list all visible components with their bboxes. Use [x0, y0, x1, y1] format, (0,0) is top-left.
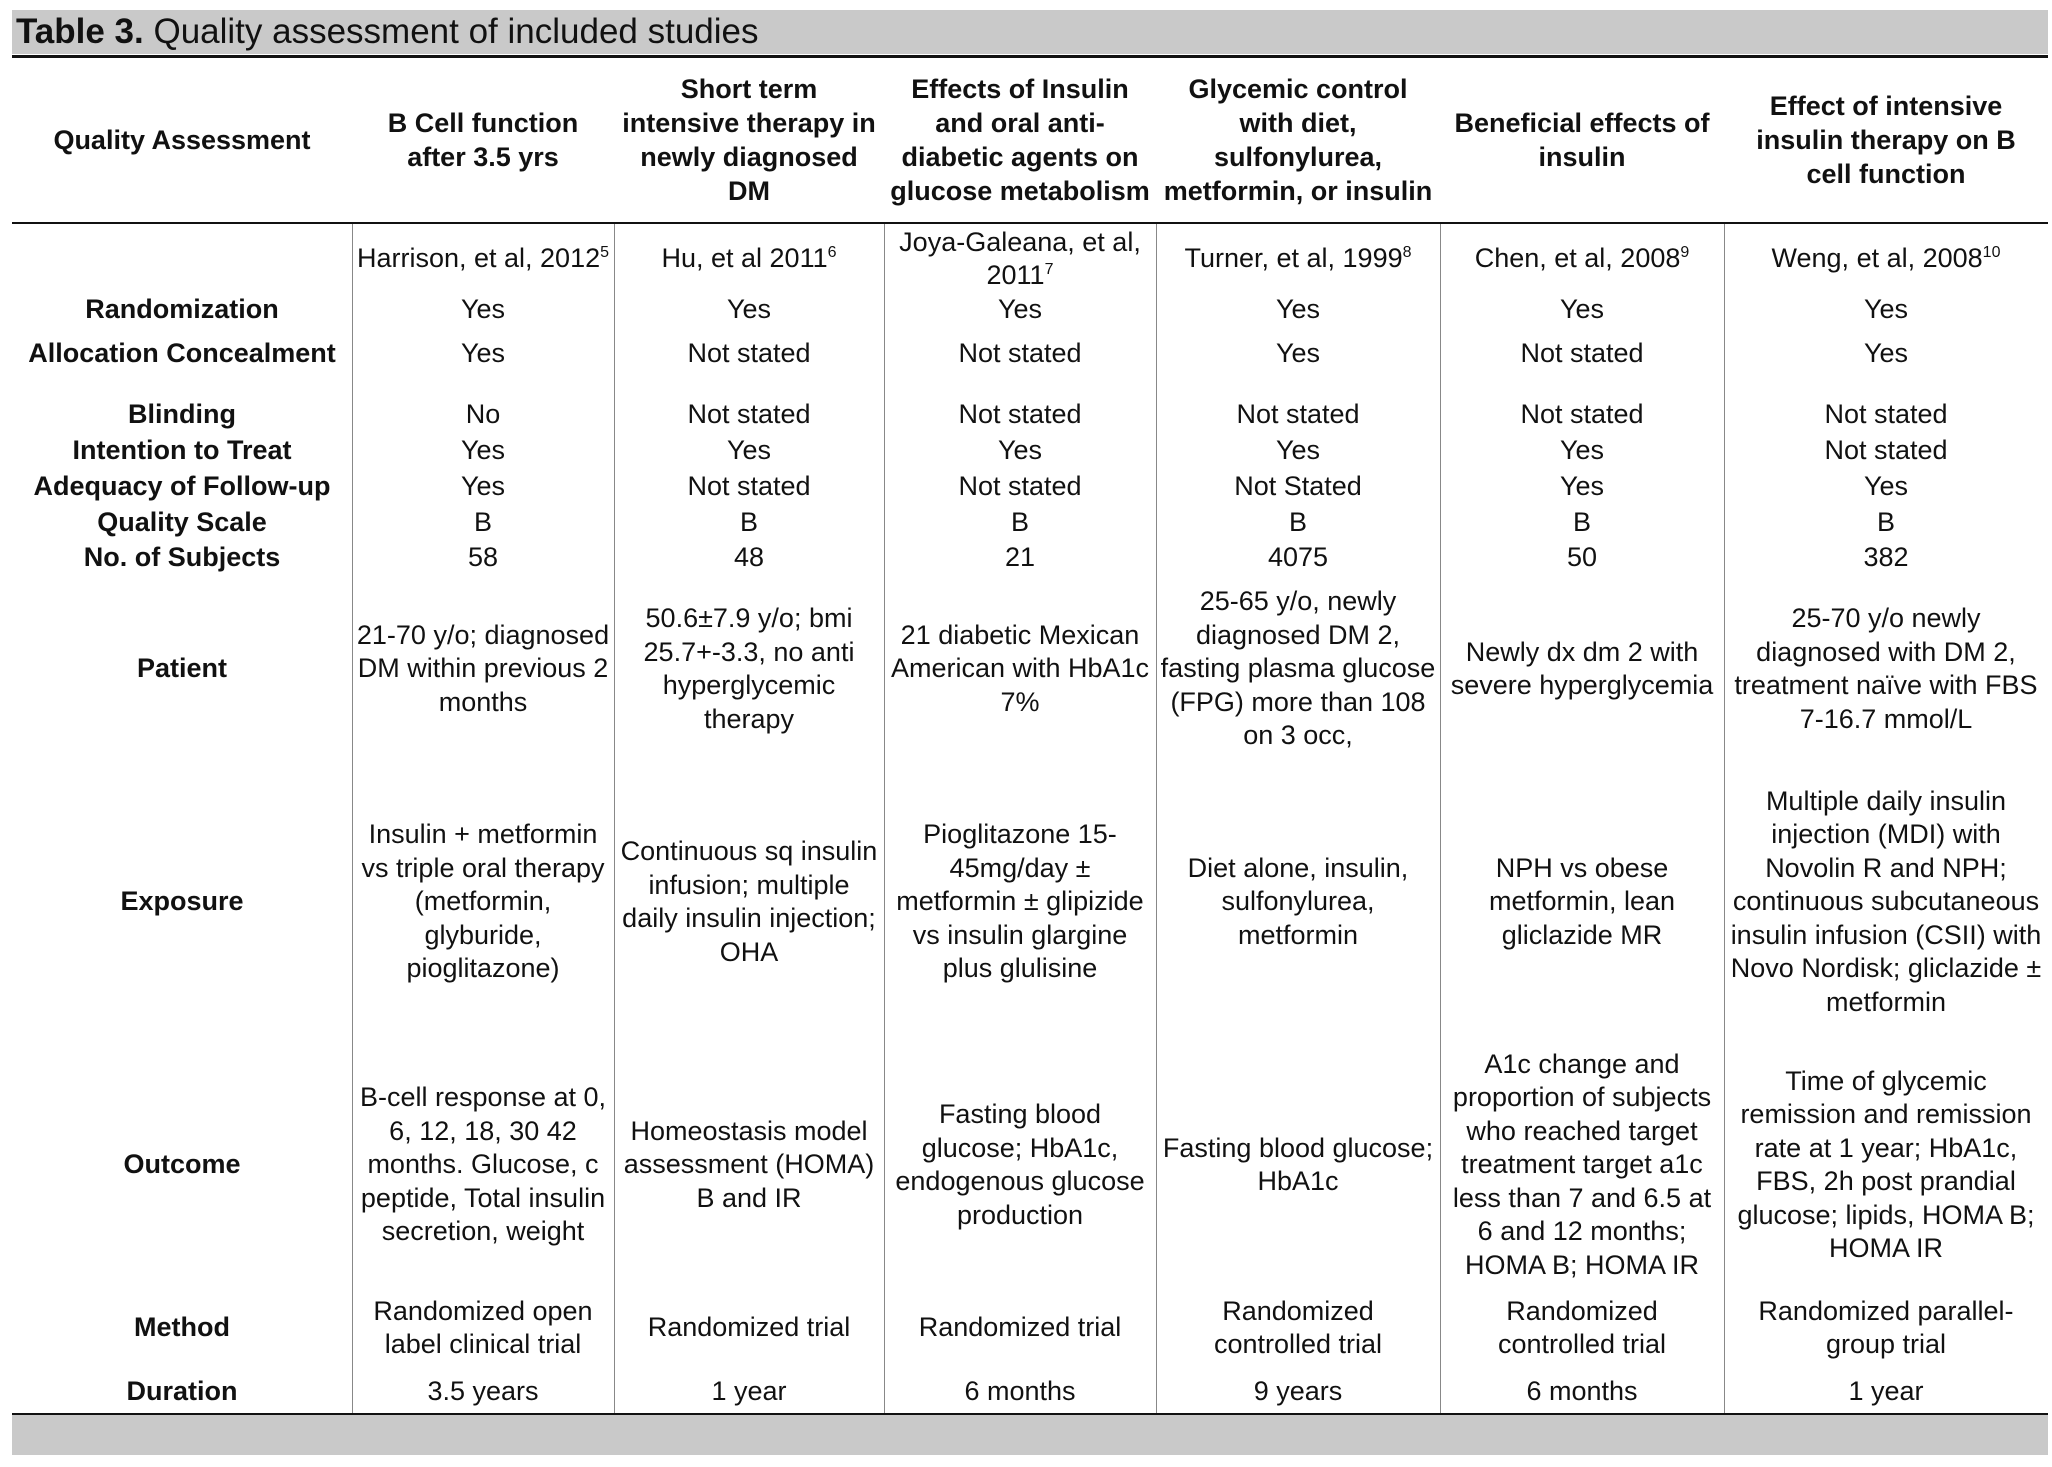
table-cell: 3.5 years [427, 1376, 539, 1407]
header-study-5: Beneficial effects of insulin [1454, 108, 1710, 172]
table-cell: Yes [1559, 435, 1605, 466]
table-row [12, 586, 2048, 752]
table-cell: Yes [1275, 294, 1321, 325]
study-citation-6 [1724, 226, 2048, 292]
table-cell: Multiple daily insulin injection (MDI) with Novolin R and NPH; continuous subcutaneous insulin infusion (CSII) with Novo Nordisk; gliclazide ± metformin [1730, 785, 2042, 1017]
table-cell: Yes [997, 294, 1043, 325]
table-caption [12, 10, 2048, 54]
header-quality-assessment: Quality Assessment [53, 125, 311, 155]
table-cell: Insulin + metformin vs triple oral therapy (metformin, glyburide, pioglitazone) [361, 819, 605, 984]
table-cell: B-cell response at 0, 6, 12, 18, 30 42 months. Glucose, c peptide, Total insulin secretion, weight [359, 1082, 607, 1247]
table-cell: Randomized trial [647, 1312, 851, 1343]
table-cell: Yes [460, 435, 506, 466]
row-label: Blinding [128, 399, 236, 430]
study-name: Joya-Galeana, et al, 2011 [899, 226, 1141, 290]
table-cell: 6 months [1526, 1376, 1638, 1407]
table-cell: Not stated [958, 471, 1082, 502]
row-label: Duration [126, 1376, 238, 1407]
table-caption-label: Table 3. [16, 12, 144, 51]
table-cell: 21-70 y/o; diagnosed DM within previous 2 months [356, 619, 610, 717]
study-citation-2 [614, 226, 884, 292]
table-cell: 21 [1004, 542, 1036, 573]
table-cell: Homeostasis model assessment (HOMA) B and IR [623, 1115, 875, 1213]
table-cell: Newly dx dm 2 with severe hyperglycemia [1450, 636, 1714, 700]
study-name: Harrison, et al, 2012 [356, 243, 601, 274]
table-cell: Pioglitazone 15-45mg/day ± metformin ± glipizide vs insulin glargine plus glulisine [896, 819, 1144, 984]
table-cell: Time of glycemic remission and remission rate at 1 year; HbA1c, FBS, 2h post prandial glucose; lipids, HOMA B; HOMA IR [1737, 1065, 2035, 1263]
table-row [12, 506, 2048, 540]
table-cell: Not stated [958, 338, 1082, 369]
row-label: Exposure [120, 886, 244, 917]
table-row-study-citations [12, 226, 2048, 292]
table-cell: Yes [460, 338, 506, 369]
table-cell: Randomized open label clinical trial [373, 1295, 593, 1359]
study-reference: 7 [1044, 261, 1054, 278]
row-label: Adequacy of Follow-up [33, 471, 331, 502]
table-cell: Continuous sq insulin infusion; multiple daily insulin injection; OHA [620, 836, 878, 967]
table-cell: 50.6±7.9 y/o; bmi 25.7+-3.3, no anti hyperglycemic therapy [643, 603, 855, 734]
table-cell: Not stated [687, 399, 811, 430]
table-cell: Fasting blood glucose; HbA1c [1162, 1132, 1434, 1196]
study-citation-5 [1440, 226, 1724, 292]
table-cell: Not stated [1824, 435, 1948, 466]
table-cell: Yes [726, 294, 772, 325]
table-cell: No [465, 399, 501, 430]
table-cell: 1 year [711, 1376, 787, 1407]
table-cell: Fasting blood glucose; HbA1c, endogenous glucose production [895, 1099, 1145, 1230]
study-citation-1 [352, 226, 614, 292]
table-cell: Yes [997, 435, 1043, 466]
table-cell: Yes [1863, 338, 1909, 369]
table-cell: B [1010, 507, 1029, 538]
study-reference: 9 [1680, 244, 1690, 262]
study-name: Hu, et al 2011 [661, 243, 828, 274]
table-cell: 6 months [964, 1376, 1076, 1407]
table-row [12, 328, 2048, 380]
row-label: Outcome [123, 1149, 241, 1180]
table-cell: 4075 [1267, 542, 1329, 573]
table-row [12, 1372, 2048, 1412]
table-cell: Randomized parallel-group trial [1758, 1295, 2014, 1359]
table-cell: Yes [1275, 338, 1321, 369]
table-cell: Not stated [1520, 399, 1644, 430]
study-reference: 6 [827, 244, 837, 262]
table-cell: B [739, 507, 758, 538]
study-reference: 8 [1402, 244, 1412, 262]
study-name: Chen, et al, 2008 [1474, 243, 1681, 274]
row-label: Patient [136, 653, 228, 684]
table-cell: Diet alone, insulin, sulfonylurea, metformin [1187, 852, 1409, 950]
study-citation-3 [884, 226, 1156, 292]
table-cell: Not stated [958, 399, 1082, 430]
table-cell: Not Stated [1234, 471, 1362, 502]
row-label: Randomization [85, 294, 279, 325]
table-cell: 382 [1863, 542, 1909, 573]
study-reference: 10 [1982, 244, 2001, 262]
table-cell: Not stated [1824, 399, 1948, 430]
table-cell: Randomized trial [918, 1312, 1122, 1343]
row-label: Quality Scale [97, 507, 267, 538]
table-caption-text: Quality assessment of included studies [153, 12, 759, 51]
table-cell: Yes [460, 471, 506, 502]
table-cell: 50 [1566, 542, 1598, 573]
study-citation-4 [1156, 226, 1440, 292]
table-cell: Yes [1275, 435, 1321, 466]
table-cell: Not stated [687, 471, 811, 502]
header-study-3: Effects of Insulin and oral anti-diabetic agents on glucose metabolism [890, 74, 1150, 206]
row-label: Allocation Concealment [28, 338, 336, 369]
table-row [12, 1044, 2048, 1286]
table-cell: Yes [460, 294, 506, 325]
table-row [12, 292, 2048, 328]
table-cell: B [1288, 507, 1307, 538]
table-footer-bar [12, 1415, 2048, 1455]
table-cell: NPH vs obese metformin, lean gliclazide MR [1488, 852, 1676, 950]
table-cell: Randomized controlled trial [1213, 1295, 1383, 1359]
header-bottom-rule [12, 222, 2048, 224]
study-name: Turner, et al, 1999 [1184, 243, 1403, 274]
table-cell: B [1572, 507, 1591, 538]
table-cell: Yes [1559, 294, 1605, 325]
table-cell: Not stated [1236, 399, 1360, 430]
table-cell: A1c change and proportion of subjects who reached target treatment target a1c less than 7 and 6.5 at 6 and 12 months; HOMA B; HOMA IR [1452, 1048, 1712, 1280]
table-row [12, 1296, 2048, 1360]
header-study-1: B Cell function after 3.5 yrs [387, 108, 579, 172]
row-label: Method [134, 1312, 230, 1343]
header-study-6: Effect of intensive insulin therapy on B cell function [1756, 91, 2016, 189]
table-cell: Yes [726, 435, 772, 466]
table-cell: 21 diabetic Mexican American with HbA1c 7% [890, 619, 1150, 717]
table-row [12, 770, 2048, 1034]
table-cell: Yes [1863, 471, 1909, 502]
header-study-2: Short term intensive therapy in newly diagnosed DM [622, 74, 876, 206]
table-row [12, 541, 2048, 575]
table-cell: Randomized controlled trial [1497, 1295, 1667, 1359]
row-label: Intention to Treat [72, 435, 292, 466]
study-reference: 5 [600, 244, 610, 262]
row-label-empty [12, 226, 352, 292]
table-cell: Not stated [1520, 338, 1644, 369]
table-row [12, 434, 2048, 468]
table-cell: Yes [1559, 471, 1605, 502]
table-cell: 25-70 y/o newly diagnosed with DM 2, treatment naïve with FBS 7-16.7 mmol/L [1734, 603, 2038, 734]
table-cell: Yes [1863, 294, 1909, 325]
row-label: No. of Subjects [83, 542, 281, 573]
table-cell: 1 year [1848, 1376, 1924, 1407]
header-study-4: Glycemic control with diet, sulfonylurea, metformin, or insulin [1163, 74, 1433, 206]
table-row [12, 398, 2048, 432]
table-cell: B [1876, 507, 1895, 538]
table-row [12, 470, 2048, 504]
table-cell: Not stated [687, 338, 811, 369]
table-cell: 25-65 y/o, newly diagnosed DM 2, fasting plasma glucose (FPG) more than 108 on 3 occ, [1160, 586, 1436, 751]
table-cell: 9 years [1253, 1376, 1343, 1407]
table-cell: 58 [467, 542, 499, 573]
table-cell: 48 [733, 542, 765, 573]
study-name: Weng, et al, 2008 [1771, 243, 1983, 274]
table-cell: B [473, 507, 492, 538]
